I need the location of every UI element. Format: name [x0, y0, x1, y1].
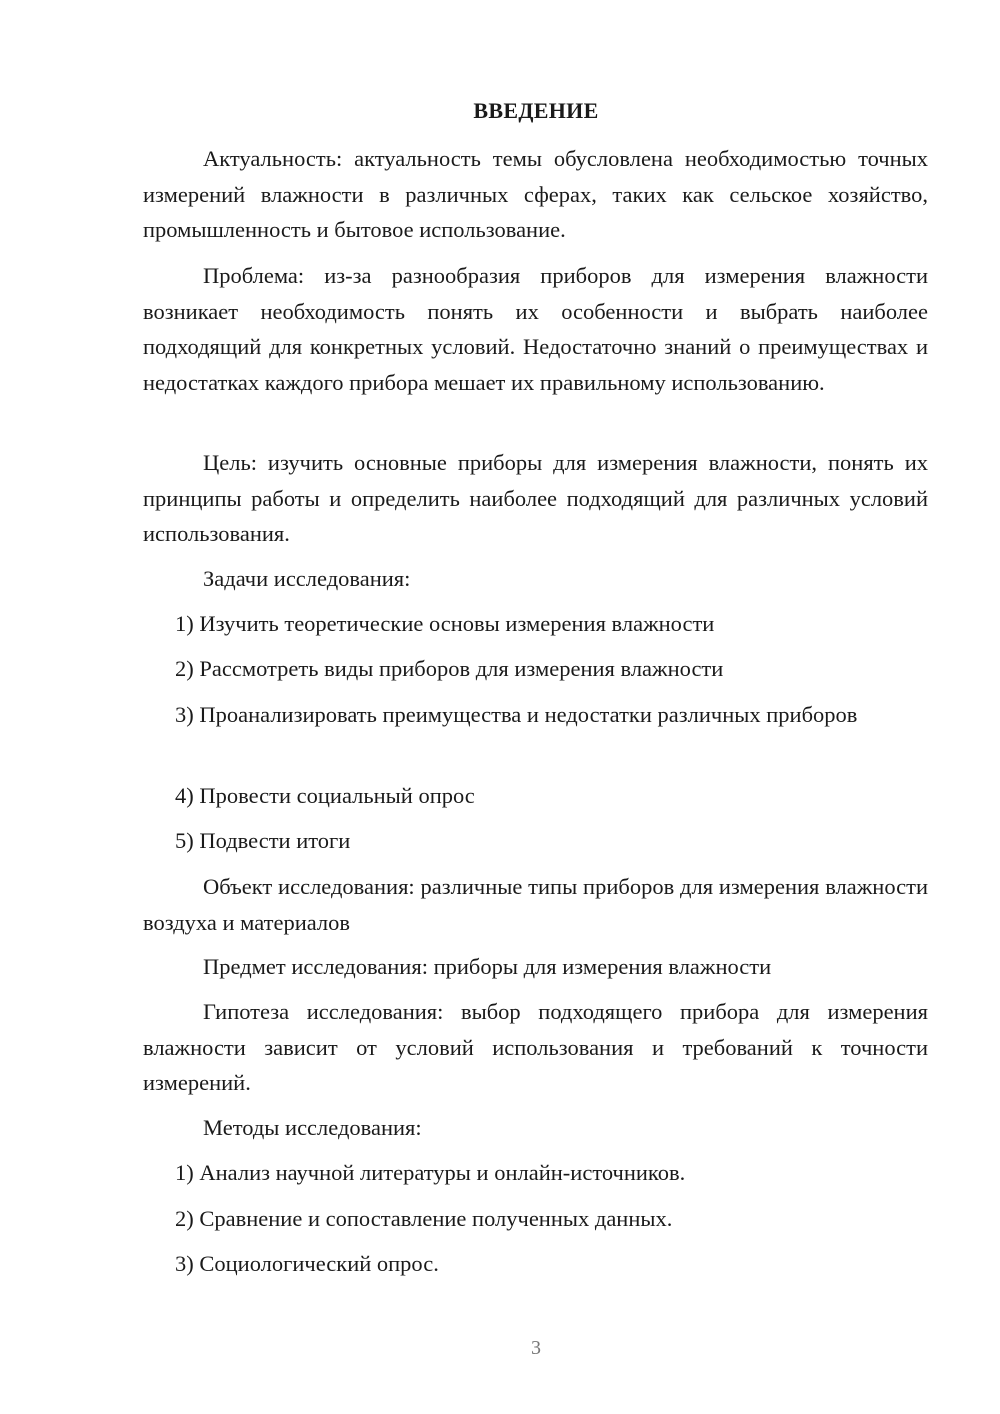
paragraph-object: Объект исследования: различные типы приборов для измерения влажности воздуха и материалов — [143, 874, 928, 935]
list-item-task-4: 4) Провести социальный опрос — [175, 783, 475, 808]
page-title: ВВЕДЕНИЕ — [473, 98, 599, 123]
paragraph-relevance: Актуальность: актуальность темы обусловлена необходимостью точных измерений влажности в различных сферах, таких как сельское хозяйство, промышленность и бытовое использование. — [143, 146, 928, 242]
list-item-method-1: 1) Анализ научной литературы и онлайн-источников. — [175, 1160, 686, 1185]
paragraph-problem: Проблема: из-за разнообразия приборов для измерения влажности возникает необходимость понять их особенности и выбрать наиболее подходящий для конкретных условий. Недостаточно знаний о преимуществах и недостатках каждого прибора мешает их правильному использованию. — [143, 263, 928, 395]
list-item-method-2: 2) Сравнение и сопоставление полученных данных. — [175, 1206, 673, 1231]
paragraph-tasks-heading: Задачи исследования: — [203, 566, 411, 591]
list-item-method-3: 3) Социологический опрос. — [175, 1251, 439, 1276]
list-item-task-1: 1) Изучить теоретические основы измерения влажности — [175, 611, 715, 636]
paragraph-methods-heading: Методы исследования: — [203, 1115, 422, 1140]
page-number: 3 — [531, 1337, 541, 1359]
list-item-task-5: 5) Подвести итоги — [175, 828, 351, 853]
paragraph-goal: Цель: изучить основные приборы для измерения влажности, понять их принципы работы и определить наиболее подходящий для различных условий использования. — [143, 450, 928, 546]
paragraph-subject: Предмет исследования: приборы для измерения влажности — [203, 954, 772, 979]
paragraph-hypothesis: Гипотеза исследования: выбор подходящего прибора для измерения влажности зависит от условий использования и требований к точности измерений. — [143, 999, 928, 1095]
list-item-task-3: 3) Проанализировать преимущества и недостатки различных приборов — [175, 702, 858, 727]
list-item-task-2: 2) Рассмотреть виды приборов для измерения влажности — [175, 656, 724, 681]
